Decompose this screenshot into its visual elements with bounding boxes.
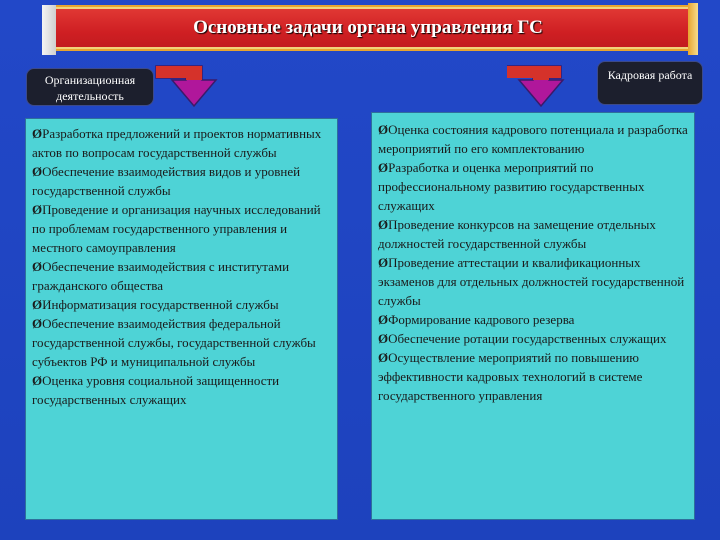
list-item-text: Оценка состояния кадрового потенциала и разработка мероприятий по его комплектованию <box>378 122 688 156</box>
arrow-bullet-icon: Ø <box>32 164 43 179</box>
organizational-tasks-list <box>32 124 331 409</box>
arrow-bullet-icon: Ø <box>378 160 389 175</box>
list-item <box>32 200 331 257</box>
arrow-bullet-icon: Ø <box>32 126 43 141</box>
list-item-text: Проведение конкурсов на замещение отдельных должностей государственной службы <box>378 217 656 251</box>
list-item <box>378 253 688 310</box>
list-item-text: Обеспечение ротации государственных служащих <box>388 331 667 346</box>
list-item <box>32 162 331 200</box>
title-banner <box>42 5 694 51</box>
list-item-text: Разработка и оценка мероприятий по профессиональному развитию государственных служащих <box>378 160 645 213</box>
arrow-down-left-icon <box>154 60 222 108</box>
list-item <box>378 158 688 215</box>
arrow-bullet-icon: Ø <box>378 217 389 232</box>
list-item-text: Разработка предложений и проектов нормативных актов по вопросам государственной службы <box>32 126 322 160</box>
list-item <box>378 329 688 348</box>
arrow-bullet-icon: Ø <box>378 312 389 327</box>
arrow-bullet-icon: Ø <box>32 202 43 217</box>
arrow-bullet-icon: Ø <box>378 122 389 137</box>
list-item-text: Обеспечение взаимодействия с институтами гражданского общества <box>32 259 290 293</box>
page-title: Основные задачи органа управления ГС <box>193 17 543 38</box>
list-item <box>32 314 331 371</box>
arrow-down-right-icon <box>505 60 577 108</box>
arrow-bullet-icon: Ø <box>378 255 389 270</box>
label-organizational-activity: Организационная деятельность <box>26 68 154 106</box>
list-item <box>378 120 688 158</box>
personnel-tasks-panel <box>371 112 695 520</box>
list-item-text: Обеспечение взаимодействия федеральной государственной службы, государственной службы субъектов РФ и муниципальной службы <box>32 316 316 369</box>
list-item-text: Проведение аттестации и квалификационных экзаменов для отдельных должностей государственной службы <box>378 255 685 308</box>
list-item-text: Формирование кадрового резерва <box>388 312 575 327</box>
arrow-bullet-icon: Ø <box>32 373 43 388</box>
list-item-text: Осуществление мероприятий по повышению эффективности кадровых технологий в системе государственного управления <box>378 350 643 403</box>
organizational-tasks-panel <box>25 118 338 520</box>
arrow-bullet-icon: Ø <box>32 259 43 274</box>
list-item <box>32 257 331 295</box>
list-item-text: Информатизация государственной службы <box>42 297 279 312</box>
arrow-bullet-icon: Ø <box>378 350 389 365</box>
list-item <box>378 215 688 253</box>
list-item <box>32 371 331 409</box>
list-item-text: Оценка уровня социальной защищенности государственных служащих <box>32 373 280 407</box>
list-item <box>32 295 331 314</box>
list-item <box>378 310 688 329</box>
list-item-text: Обеспечение взаимодействия видов и уровней государственной службы <box>32 164 301 198</box>
label-personnel-work: Кадровая работа <box>597 61 703 105</box>
arrow-bullet-icon: Ø <box>378 331 389 346</box>
arrow-bullet-icon: Ø <box>32 297 43 312</box>
personnel-tasks-list <box>378 120 688 405</box>
list-item <box>378 348 688 405</box>
list-item-text: Проведение и организация научных исследований по проблемам государственного управления и местного самоуправления <box>32 202 321 255</box>
list-item <box>32 124 331 162</box>
arrow-bullet-icon: Ø <box>32 316 43 331</box>
